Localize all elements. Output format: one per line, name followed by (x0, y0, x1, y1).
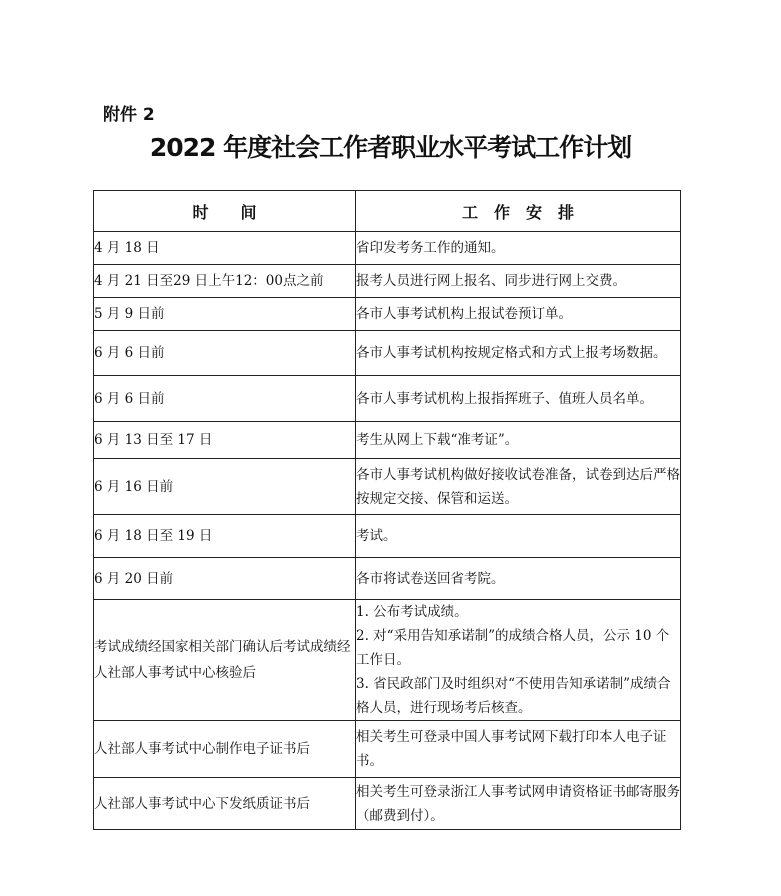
table-row (94, 265, 681, 298)
row-work-cell (356, 778, 681, 830)
table-row (94, 331, 681, 376)
work-item-text: 各市人事考试机构上报试卷预订单。 (356, 306, 572, 322)
work-item-text: 各市人事考试机构按规定格式和方式上报考场数据。 (356, 345, 667, 361)
work-item-text: 各市人事考试机构做好接收试卷准备，试卷到达后严格按规定交接、保管和运送。 (356, 466, 680, 507)
table-row (94, 422, 681, 459)
table-row (94, 459, 681, 515)
table-row (94, 600, 681, 721)
attachment-label: 附件 2 (103, 105, 155, 125)
table-body (94, 232, 681, 830)
row-work-cell (356, 265, 681, 298)
work-item-text: 考试。 (356, 528, 397, 544)
row-work-cell (356, 721, 681, 778)
row-time-cell: 5 月 9 日前 (94, 298, 356, 331)
row-time-cell: 4 月 21 日至29 日上午12：00点之前 (94, 265, 356, 298)
table-row (94, 376, 681, 422)
row-time-cell: 6 月 16 日前 (94, 459, 356, 515)
row-time-cell: 6 月 18 日至 19 日 (94, 515, 356, 558)
work-item-text: 2. 对“采用告知承诺制”的成绩合格人员，公示 10 个工作日。 (356, 628, 670, 668)
table-row (94, 558, 681, 600)
work-item-text: 相关考生可登录浙江人事考试网申请资格证书邮寄服务（邮费到付）。 (356, 783, 680, 824)
row-time-cell: 6 月 6 日前 (94, 331, 356, 376)
row-time-cell: 6 月 6 日前 (94, 376, 356, 422)
work-plan-table (93, 190, 681, 830)
row-time-cell: 人社部人事考试中心制作电子证书后 (94, 721, 356, 778)
document-title: 2022 年度社会工作者职业水平考试工作计划 (149, 133, 632, 162)
work-item-text: 省印发考务工作的通知。 (356, 240, 505, 256)
row-work-cell (356, 298, 681, 331)
row-work-cell (356, 515, 681, 558)
header-time: 时 间 (94, 191, 356, 232)
table-row (94, 232, 681, 265)
work-item-text: 考生从网上下载“准考证”。 (356, 432, 519, 448)
row-work-cell (356, 422, 681, 459)
table-row (94, 721, 681, 778)
row-work-cell (356, 600, 681, 721)
work-item-text: 报考人员进行网上报名、同步进行网上交费。 (356, 273, 626, 289)
work-item-text: 3. 省民政部门及时组织对“不使用告知承诺制”成绩合格人员，进行现场考后核查。 (356, 676, 671, 716)
row-time-cell: 4 月 18 日 (94, 232, 356, 265)
work-item-text: 1. 公布考试成绩。 (356, 604, 468, 620)
work-item-text: 各市将试卷送回省考院。 (356, 570, 505, 587)
row-work-cell (356, 558, 681, 600)
table-header-row (94, 191, 681, 232)
work-item-text: 相关考生可登录中国人事考试网下载打印本人电子证书。 (356, 729, 667, 769)
work-item-text: 各市人事考试机构上报指挥班子、值班人员名单。 (356, 390, 653, 407)
row-time-cell: 人社部人事考试中心下发纸质证书后 (94, 778, 356, 830)
table-row (94, 298, 681, 331)
table-row (94, 515, 681, 558)
row-work-cell (356, 331, 681, 376)
row-time-cell: 6 月 13 日至 17 日 (94, 422, 356, 459)
row-work-cell (356, 459, 681, 515)
row-work-cell (356, 232, 681, 265)
row-time-cell: 6 月 20 日前 (94, 558, 356, 600)
table-row (94, 778, 681, 830)
row-time-cell: 考试成绩经国家相关部门确认后考试成绩经人社部人事考试中心核验后 (94, 600, 356, 721)
row-work-cell (356, 376, 681, 422)
header-work: 工 作 安 排 (356, 191, 681, 232)
